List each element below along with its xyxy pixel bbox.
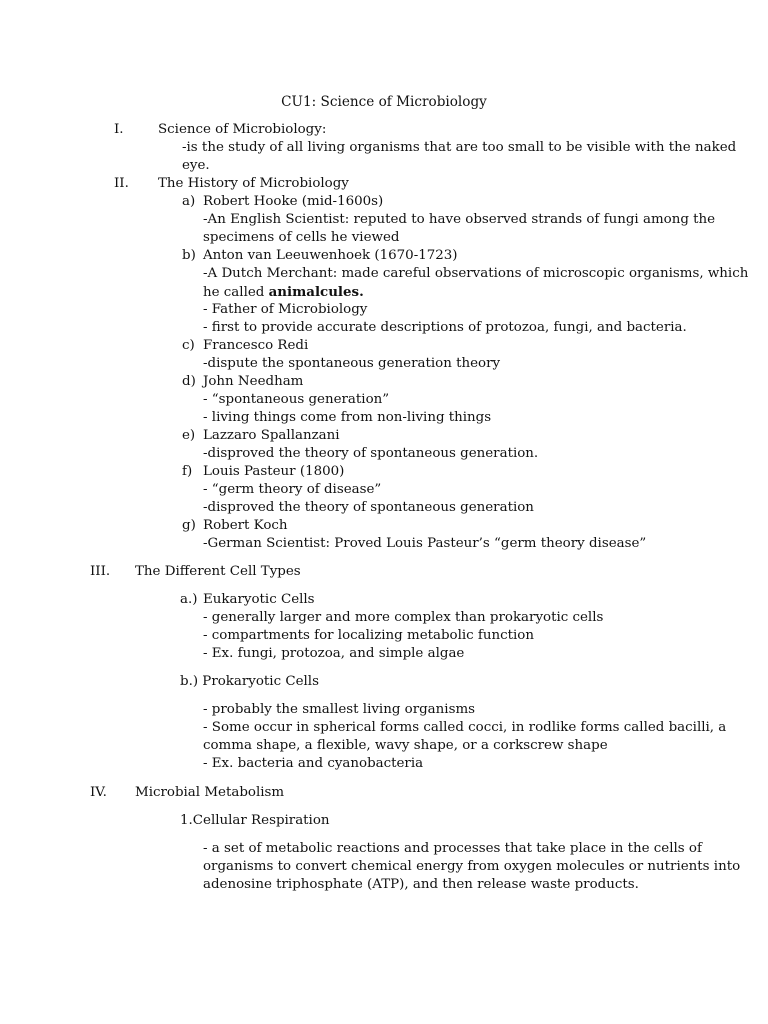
line-text: a.) — [180, 592, 198, 607]
text-line — [135, 563, 301, 581]
line-text: - compartments for localizing metabolic function — [203, 628, 534, 643]
line-text: Eukaryotic Cells — [203, 592, 315, 607]
text-line — [203, 427, 340, 445]
text-line — [203, 229, 399, 247]
text-line — [182, 247, 196, 265]
line-text: g) — [182, 518, 196, 533]
line-text: e) — [182, 428, 196, 443]
line-text: Anton van Leeuwenhoek (1670-1723) — [203, 248, 458, 263]
text-line — [203, 481, 381, 499]
line-text: -dispute the spontaneous generation theory — [203, 356, 501, 371]
text-line — [203, 737, 608, 755]
line-text: Science of Microbiology: — [158, 122, 327, 137]
text-line — [203, 445, 538, 463]
text-line — [182, 193, 195, 211]
line-text: Lazzaro Spallanzani — [203, 428, 340, 443]
text-line — [114, 175, 129, 193]
text-line — [135, 784, 284, 802]
line-text: -German Scientist: Proved Louis Pasteur’s “germ theory disease” — [203, 536, 647, 551]
line-text: Microbial Metabolism — [135, 785, 285, 800]
text-line — [203, 247, 458, 265]
text-line — [182, 373, 196, 391]
text-line — [182, 157, 210, 175]
text-line — [203, 701, 475, 719]
text-line — [158, 121, 326, 139]
line-text: eye. — [182, 158, 210, 173]
text-line — [90, 563, 110, 581]
text-line — [182, 337, 195, 355]
line-text: - probably the smallest living organisms — [203, 702, 476, 717]
text-line — [203, 755, 423, 773]
line-text: -is the study of all living organisms that are too small to be visible with the naked — [182, 140, 737, 155]
line-text: - Some occur in spherical forms called cocci, in rodlike forms called bacilli, a — [203, 720, 727, 735]
line-text: organisms to convert chemical energy from oxygen molecules or nutrients into — [203, 859, 741, 874]
text-line — [203, 211, 715, 229]
text-line — [203, 840, 702, 858]
line-text: -A Dutch Merchant: made careful observations of microscopic organisms, which — [203, 266, 749, 281]
line-text: - living things come from non-living things — [203, 410, 492, 425]
line-text: adenosine triphosphate (ATP), and then release waste products. — [203, 877, 639, 892]
text-line — [203, 517, 288, 535]
line-text: f) — [182, 464, 193, 479]
line-text: - Father of Microbiology — [203, 302, 368, 317]
text-line — [203, 609, 603, 627]
text-line — [182, 517, 196, 535]
text-line — [203, 373, 303, 391]
line-text: c) — [182, 338, 195, 353]
text-line — [90, 784, 107, 802]
text-line — [182, 427, 195, 445]
text-line — [203, 499, 534, 517]
line-text: d) — [182, 374, 196, 389]
text-line — [158, 175, 349, 193]
text-line — [203, 391, 389, 409]
line-text: - first to provide accurate descriptions of protozoa, fungi, and bacteria. — [203, 320, 687, 335]
text-line — [182, 139, 736, 157]
text-line — [203, 719, 726, 737]
text-line — [180, 591, 197, 609]
line-text: IV. — [90, 785, 107, 800]
line-text: - Ex. fungi, protozoa, and simple algae — [203, 646, 465, 661]
text-line — [203, 283, 364, 302]
line-text: b.) Prokaryotic Cells — [180, 674, 319, 689]
text-line — [203, 645, 464, 663]
line-text: -disproved the theory of spontaneous generation. — [203, 446, 539, 461]
line-text: - a set of metabolic reactions and processes that take place in the cells of — [203, 841, 702, 856]
text-line — [182, 463, 192, 481]
line-text: Robert Koch — [203, 518, 288, 533]
text-line — [203, 858, 740, 876]
text-line — [203, 591, 315, 609]
line-text: III. — [90, 564, 111, 579]
line-text: specimens of cells he viewed — [203, 230, 400, 245]
line-text: a) — [182, 194, 196, 209]
line-text: b) — [182, 248, 196, 263]
text-line — [203, 627, 534, 645]
line-text: The Different Cell Types — [135, 564, 301, 579]
line-text: II. — [114, 176, 129, 191]
line-text: comma shape, a flexible, wavy shape, or a corkscrew shape — [203, 738, 608, 753]
line-text: I. — [114, 122, 124, 137]
text-line — [203, 193, 383, 211]
line-text: Robert Hooke (mid-1600s) — [203, 194, 384, 209]
line-text: Francesco Redi — [203, 338, 309, 353]
text-line — [203, 319, 687, 337]
line-text: - “germ theory of disease” — [203, 482, 382, 497]
line-text: 1.Cellular Respiration — [180, 813, 330, 828]
text-line — [203, 463, 344, 481]
line-text: - “spontaneous generation” — [203, 392, 390, 407]
line-text: The History of Microbiology — [158, 176, 349, 191]
text-line — [180, 812, 330, 830]
line-text: - Ex. bacteria and cyanobacteria — [203, 756, 424, 771]
page-title: CU1: Science of Microbiology — [281, 94, 487, 110]
line-text: -An English Scientist: reputed to have observed strands of fungi among the — [203, 212, 716, 227]
line-text: - generally larger and more complex than prokaryotic cells — [203, 610, 604, 625]
text-line — [203, 337, 308, 355]
text-line — [203, 535, 646, 553]
text-line — [203, 876, 639, 894]
bold-term: animalcules. — [268, 284, 364, 300]
line-text: Louis Pasteur (1800) — [203, 464, 345, 479]
text-line — [180, 673, 319, 691]
text-line — [203, 301, 367, 319]
text-line — [203, 409, 491, 427]
line-text: John Needham — [203, 374, 304, 389]
line-text: he called — [203, 285, 269, 300]
text-line — [114, 121, 124, 139]
line-text: -disproved the theory of spontaneous generation — [203, 500, 534, 515]
text-line — [203, 265, 748, 283]
text-line — [203, 355, 500, 373]
